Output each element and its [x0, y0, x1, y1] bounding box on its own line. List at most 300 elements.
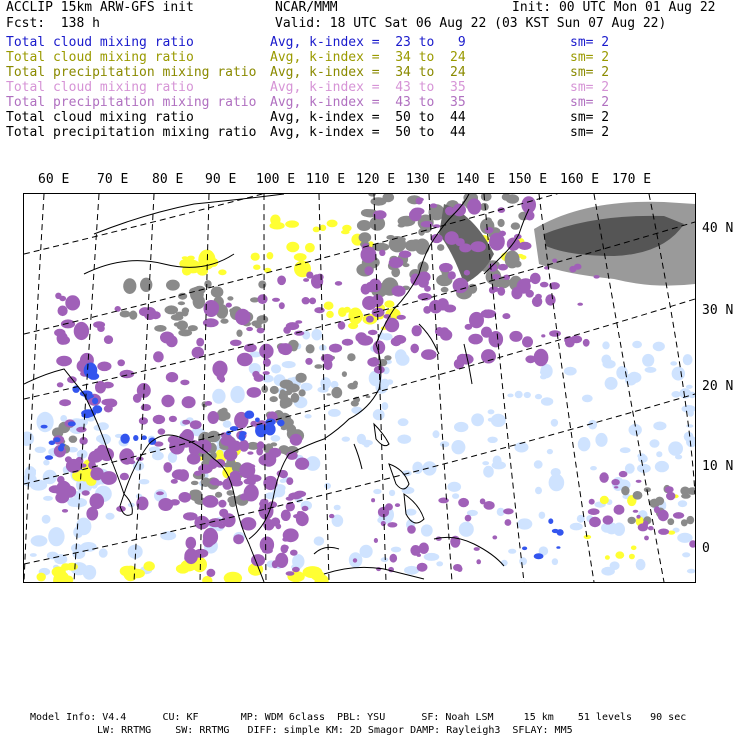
cloud-blob-yellow [294, 253, 307, 261]
cloud-blob-purple [445, 207, 454, 216]
cloud-blob-lightblue [492, 461, 506, 469]
cloud-blob-lightblue [30, 553, 37, 557]
cloud-blob-lightblue [282, 361, 296, 368]
cloud-blob-gray [191, 481, 199, 485]
cloud-blob-purple [207, 569, 216, 577]
cloud-blob-blue [84, 363, 98, 379]
field-avg: Avg, k-index = 50 to 44 [270, 125, 466, 140]
cloud-blob-blue [556, 546, 560, 549]
cloud-blob-lightblue [387, 379, 394, 384]
cloud-blob-yellow [629, 554, 635, 560]
cloud-blob-lightblue [687, 569, 695, 574]
cloud-blob-gray [299, 389, 306, 396]
cloud-blob-purple [362, 243, 370, 251]
cloud-blob-gray [251, 320, 262, 326]
cloud-blob-purple [577, 303, 583, 306]
cloud-blob-purple [614, 505, 625, 515]
cloud-blob-purple [491, 287, 500, 292]
cloud-blob-gray [385, 283, 392, 289]
cloud-blob-yellow [224, 572, 242, 582]
cloud-blob-lightblue [424, 553, 440, 561]
cloud-blob-purple [440, 329, 452, 340]
cloud-blob-lightblue [672, 367, 685, 381]
cloud-blob-lightblue [534, 460, 543, 468]
cloud-blob-purple [178, 469, 189, 481]
map-panel[interactable] [23, 193, 696, 583]
field-name: Total precipitation mixing ratio [6, 95, 257, 110]
cloud-blob-purple [530, 273, 541, 284]
cloud-blob-purple [59, 399, 71, 406]
cloud-blob-purple [541, 334, 545, 337]
field-name: Total cloud mixing ratio [6, 80, 194, 95]
cloud-blob-purple [658, 510, 669, 521]
cloud-blob-lightblue [421, 524, 433, 536]
cloud-blob-purple [633, 510, 639, 513]
cloud-blob-purple [272, 298, 280, 302]
cloud-blob-purple [281, 545, 289, 554]
cloud-blob-lightblue [688, 410, 694, 417]
cloud-blob-purple [210, 478, 219, 485]
cloud-blob-purple [209, 458, 218, 469]
cloud-blob-purple [297, 511, 301, 516]
cloud-blob-purple [271, 517, 280, 526]
forecast-hour: Fcst: 138 h [6, 16, 100, 31]
cloud-blob-purple [282, 537, 289, 541]
cloud-blob-lightblue [361, 440, 373, 446]
cloud-blob-purple [179, 492, 192, 503]
cloud-blob-lightblue [508, 549, 516, 554]
longitude-line [429, 194, 452, 582]
cloud-blob-lightblue [605, 377, 618, 390]
cloud-blob-purple [66, 459, 82, 473]
cloud-blob-lightblue [448, 482, 462, 492]
field-avg: Avg, k-index = 23 to 9 [270, 35, 466, 50]
cloud-blob-purple [57, 382, 64, 387]
cloud-blob-lightblue [483, 466, 494, 478]
cloud-blob-gray [357, 220, 371, 231]
cloud-blob-yellow [286, 242, 299, 253]
cloud-blob-yellow [253, 265, 260, 270]
cloud-blob-gray [171, 314, 184, 321]
cloud-blob-purple [196, 439, 212, 453]
cloud-blob-purple [464, 270, 470, 276]
cloud-blob-blue [255, 424, 267, 437]
cloud-blob-purple [133, 394, 142, 403]
cloud-blob-lightblue [570, 523, 583, 531]
cloud-blob-blue [534, 553, 544, 559]
cloud-blob-yellow [354, 311, 364, 320]
cloud-blob-lightblue [105, 513, 114, 520]
lon-label: 130 E [406, 172, 446, 187]
cloud-blob-lightblue [396, 353, 410, 365]
cloud-blob-lightblue [535, 487, 542, 494]
cloud-blob-gray [182, 307, 189, 313]
cloud-blob-purple [208, 411, 219, 424]
cloud-blob-purple [305, 358, 312, 365]
cloud-blob-purple [56, 481, 72, 499]
cloud-blob-yellow [326, 311, 334, 318]
cloud-blob-purple [335, 281, 342, 286]
cloud-blob-purple [104, 335, 113, 344]
cloud-blob-gray [129, 311, 137, 320]
cloud-blob-lightblue [451, 440, 465, 454]
cloud-blob-purple [417, 554, 421, 557]
cloud-blob-gray [506, 194, 519, 203]
cloud-blob-purple [306, 272, 313, 279]
cloud-blob-gray [481, 194, 492, 201]
cloud-blob-lightblue [515, 442, 529, 452]
cloud-blob-lightblue [515, 391, 523, 399]
cloud-blob-gray [281, 427, 287, 431]
cloud-blob-blue [92, 398, 98, 405]
cloud-blob-blue [123, 436, 130, 441]
cloud-blob-lightblue [650, 439, 660, 448]
cloud-blob-purple [429, 300, 442, 314]
cloud-blob-lightblue [547, 449, 553, 454]
cloud-blob-purple [481, 327, 492, 338]
longitude-line [24, 194, 44, 582]
cloud-blob-purple [283, 326, 291, 333]
cloud-blob-lightblue [553, 479, 564, 490]
cloud-blob-gray [441, 287, 449, 293]
cloud-blob-lightblue [488, 418, 494, 422]
field-smoothing: sm= 2 [570, 110, 610, 125]
cloud-blob-gray [418, 228, 425, 235]
cloud-blob-purple [171, 479, 178, 484]
cloud-blob-lightblue [628, 372, 642, 383]
lat-label: 40 N [702, 221, 734, 236]
cloud-blob-purple [374, 538, 378, 543]
cloud-blob-purple [76, 427, 86, 433]
cloud-blob-lightblue [678, 500, 687, 507]
cloud-blob-purple [294, 331, 304, 336]
cloud-blob-purple [648, 526, 654, 530]
cloud-blob-purple [329, 514, 334, 518]
field-avg: Avg, k-index = 34 to 24 [270, 50, 466, 65]
cloud-blob-purple [166, 372, 178, 382]
cloud-blob-purple [367, 358, 379, 367]
cloud-blob-purple [521, 278, 532, 284]
cloud-blob-purple [638, 523, 648, 531]
field-avg: Avg, k-index = 34 to 24 [270, 65, 466, 80]
cloud-blob-purple [644, 536, 649, 541]
cloud-blob-yellow [130, 569, 145, 579]
cloud-blob-lightblue [682, 552, 690, 557]
cloud-blob-lightblue [517, 518, 532, 529]
cloud-blob-gray [211, 287, 224, 298]
cloud-blob-purple [260, 537, 274, 553]
cloud-blob-lightblue [638, 455, 648, 463]
cloud-blob-lightblue [590, 466, 597, 470]
cloud-blob-purple [302, 297, 310, 304]
cloud-blob-purple [153, 351, 164, 362]
cloud-blob-lightblue [381, 402, 388, 410]
cloud-blob-lightblue [602, 341, 609, 349]
cloud-blob-blue [552, 529, 559, 533]
coastline [94, 194, 284, 234]
cloud-blob-blue [142, 435, 147, 440]
cloud-blob-purple [244, 484, 259, 501]
field-smoothing: sm= 2 [570, 50, 610, 65]
cloud-blob-lightblue [507, 394, 513, 398]
cloud-blob-purple [74, 322, 89, 340]
cloud-blob-gray [655, 497, 664, 506]
cloud-blob-lightblue [391, 547, 401, 553]
cloud-blob-gray [258, 281, 266, 289]
cloud-blob-purple [329, 344, 342, 353]
cloud-blob-lightblue [212, 389, 225, 404]
cloud-blob-gray [628, 517, 636, 524]
cloud-blob-lightblue [24, 466, 36, 480]
cloud-blob-lightblue [459, 522, 474, 537]
cloud-blob-lightblue [677, 533, 692, 543]
cloud-blob-purple [438, 498, 449, 504]
cloud-blob-yellow [327, 220, 338, 228]
cloud-blob-purple [474, 547, 480, 551]
cloud-blob-purple [589, 499, 595, 505]
cloud-blob-purple [399, 251, 411, 258]
lon-label: 100 E [256, 172, 296, 187]
cloud-blob-purple [180, 380, 189, 386]
cloud-blob-lightblue [305, 414, 312, 418]
cloud-blob-lightblue [433, 430, 440, 438]
cloud-blob-purple [465, 324, 473, 330]
cloud-blob-purple [196, 338, 204, 347]
cloud-blob-purple [338, 321, 346, 329]
cloud-blob-purple [281, 510, 291, 521]
cloud-blob-purple [569, 266, 576, 273]
cloud-blob-lightblue [373, 489, 381, 494]
cloud-blob-purple [205, 401, 212, 406]
cloud-blob-purple [658, 529, 669, 535]
cloud-blob-purple [97, 362, 111, 372]
cloud-blob-lightblue [31, 535, 48, 546]
cloud-blob-yellow [520, 255, 526, 259]
cloud-blob-purple [381, 521, 386, 526]
cloud-blob-purple [407, 525, 416, 534]
cloud-blob-lightblue [24, 432, 34, 446]
cloud-blob-purple [235, 309, 250, 325]
cloud-blob-purple [141, 404, 151, 411]
field-smoothing: sm= 2 [570, 95, 610, 110]
cloud-blob-gray [204, 280, 211, 288]
cloud-blob-lightblue [595, 433, 607, 447]
cloud-blob-purple [522, 336, 533, 347]
cloud-blob-purple [485, 227, 494, 233]
cloud-blob-purple [278, 343, 288, 354]
cloud-blob-lightblue [539, 512, 546, 519]
cloud-blob-purple [230, 340, 242, 346]
cloud-blob-lightblue [653, 422, 666, 431]
cloud-blob-gray [351, 400, 359, 406]
cloud-blob-purple [489, 233, 505, 251]
cloud-blob-gray [361, 209, 373, 217]
cloud-blob-purple [417, 563, 428, 572]
cloud-blob-purple [410, 344, 419, 354]
cloud-blob-lightblue [99, 548, 108, 557]
cloud-blob-gray [190, 490, 200, 495]
cloud-blob-lightblue [351, 407, 362, 414]
cloud-blob-purple [257, 328, 265, 334]
cloud-blob-purple [203, 318, 219, 327]
field-name: Total cloud mixing ratio [6, 35, 194, 50]
cloud-blob-lightblue [487, 437, 497, 443]
cloud-blob-purple [61, 319, 75, 328]
cloud-blob-purple [246, 464, 255, 469]
cloud-blob-purple [97, 325, 105, 332]
cloud-blob-lightblue [454, 422, 468, 432]
cloud-blob-gray [511, 222, 520, 229]
cloud-blob-blue [255, 418, 260, 423]
cloud-blob-gray [667, 518, 674, 525]
cloud-blob-purple [246, 327, 253, 331]
cloud-blob-purple [535, 294, 542, 299]
cloud-blob-purple [521, 196, 536, 213]
cloud-blob-lightblue [271, 435, 281, 442]
cloud-blob-purple [279, 302, 285, 309]
cloud-blob-purple [416, 198, 423, 205]
cloud-blob-lightblue [551, 468, 561, 477]
cloud-blob-lightblue [398, 418, 409, 426]
cloud-blob-purple [163, 462, 172, 473]
cloud-blob-purple [62, 509, 68, 513]
cloud-blob-yellow [37, 573, 46, 582]
cloud-blob-yellow [600, 496, 609, 504]
cloud-blob-gray [69, 436, 78, 443]
cloud-blob-lightblue [317, 387, 328, 393]
field-smoothing: sm= 2 [570, 35, 610, 50]
cloud-blob-lightblue [41, 418, 48, 422]
cloud-blob-gray [178, 293, 187, 300]
cloud-blob-lightblue [35, 447, 46, 453]
cloud-blob-purple [230, 471, 241, 479]
cloud-blob-blue [548, 518, 553, 524]
cloud-blob-gray [327, 393, 331, 395]
cloud-blob-purple [55, 293, 61, 299]
cloud-blob-purple [202, 496, 218, 508]
cloud-blob-gray [292, 394, 297, 400]
cloud-blob-lightblue [423, 461, 437, 475]
cloud-blob-purple [277, 276, 286, 286]
lat-label: 30 N [702, 303, 734, 318]
field-avg: Avg, k-index = 43 to 35 [270, 80, 466, 95]
cloud-blob-purple [571, 335, 583, 343]
cloud-blob-purple [292, 567, 300, 572]
cloud-blob-purple [465, 515, 472, 522]
cloud-blob-purple [509, 331, 522, 342]
cloud-blob-blue [277, 420, 285, 427]
cloud-blob-purple [290, 550, 298, 556]
cloud-blob-gray [123, 278, 136, 294]
cloud-blob-purple [390, 554, 398, 563]
cloud-blob-purple [421, 349, 437, 360]
cloud-blob-blue [41, 425, 48, 429]
cloud-blob-purple [355, 332, 367, 342]
cloud-blob-purple [224, 434, 233, 442]
cloud-blob-purple [457, 566, 463, 572]
cloud-blob-blue [239, 434, 246, 441]
cloud-blob-purple [411, 208, 424, 216]
cloud-blob-purple [101, 399, 115, 406]
cloud-blob-purple [387, 522, 397, 527]
cloud-blob-lightblue [324, 483, 331, 489]
cloud-blob-purple [303, 278, 309, 282]
field-smoothing: sm= 2 [570, 125, 610, 140]
cloud-blob-gray [621, 486, 629, 495]
cloud-blob-lightblue [578, 437, 591, 451]
cloud-blob-lightblue [280, 479, 287, 483]
cloud-blob-blue [86, 394, 94, 398]
cloud-blob-lightblue [601, 355, 611, 365]
cloud-blob-purple [483, 310, 490, 317]
cloud-blob-gray [154, 325, 166, 332]
cloud-blob-purple [144, 307, 157, 320]
cloud-blob-purple [448, 271, 456, 279]
cloud-blob-gray [270, 386, 279, 394]
cloud-blob-lightblue [610, 561, 620, 570]
cloud-blob-lightblue [274, 368, 281, 372]
cloud-blob-purple [511, 287, 522, 299]
cloud-blob-purple [295, 458, 309, 470]
cloud-blob-purple [636, 515, 640, 519]
cloud-blob-lightblue [334, 505, 341, 511]
cloud-blob-lightblue [642, 354, 654, 367]
cloud-blob-purple [611, 479, 619, 485]
cloud-blob-lightblue [230, 386, 244, 403]
cloud-blob-purple [636, 480, 642, 483]
cloud-blob-purple [67, 376, 77, 383]
cloud-blob-purple [368, 330, 378, 335]
cloud-blob-purple [371, 498, 375, 502]
cloud-blob-gray [140, 278, 152, 292]
lat-label: 20 N [702, 379, 734, 394]
cloud-blob-lightblue [582, 395, 593, 403]
cloud-blob-purple [263, 371, 270, 375]
cloud-blob-purple [353, 558, 357, 562]
cloud-blob-blue [45, 455, 53, 460]
cloud-blob-purple [397, 315, 406, 320]
lon-label: 60 E [38, 172, 70, 187]
cloud-blob-yellow [324, 302, 334, 310]
lon-label: 120 E [356, 172, 396, 187]
cloud-blob-blue [49, 441, 56, 446]
cloud-blob-purple [418, 277, 429, 288]
cloud-blob-lightblue [360, 545, 373, 558]
field-avg: Avg, k-index = 50 to 44 [270, 110, 466, 125]
cloud-blob-purple [218, 500, 226, 508]
cloud-blob-purple [156, 491, 164, 495]
cloud-blob-lightblue [653, 342, 665, 352]
cloud-blob-lightblue [671, 391, 680, 398]
lat-label: 0 [702, 541, 710, 556]
cloud-blob-lightblue [552, 558, 558, 565]
cloud-blob-purple [186, 537, 197, 550]
cloud-blob-purple [228, 440, 242, 451]
cloud-blob-lightblue [471, 413, 484, 426]
cloud-blob-purple [608, 517, 613, 520]
cloud-blob-purple [160, 332, 174, 344]
field-name: Total cloud mixing ratio [6, 110, 194, 125]
cloud-blob-gray [498, 219, 505, 227]
cloud-blob-lightblue [223, 420, 232, 427]
cloud-blob-lightblue [381, 557, 389, 562]
cloud-blob-purple [153, 415, 165, 424]
cloud-blob-yellow [66, 563, 78, 571]
cloud-blob-purple [161, 395, 174, 407]
valid-time: Valid: 18 UTC Sat 06 Aug 22 (03 KST Sun 07 Aug 22) [275, 16, 667, 31]
cloud-blob-purple [481, 349, 496, 363]
cloud-blob-purple [455, 238, 464, 246]
